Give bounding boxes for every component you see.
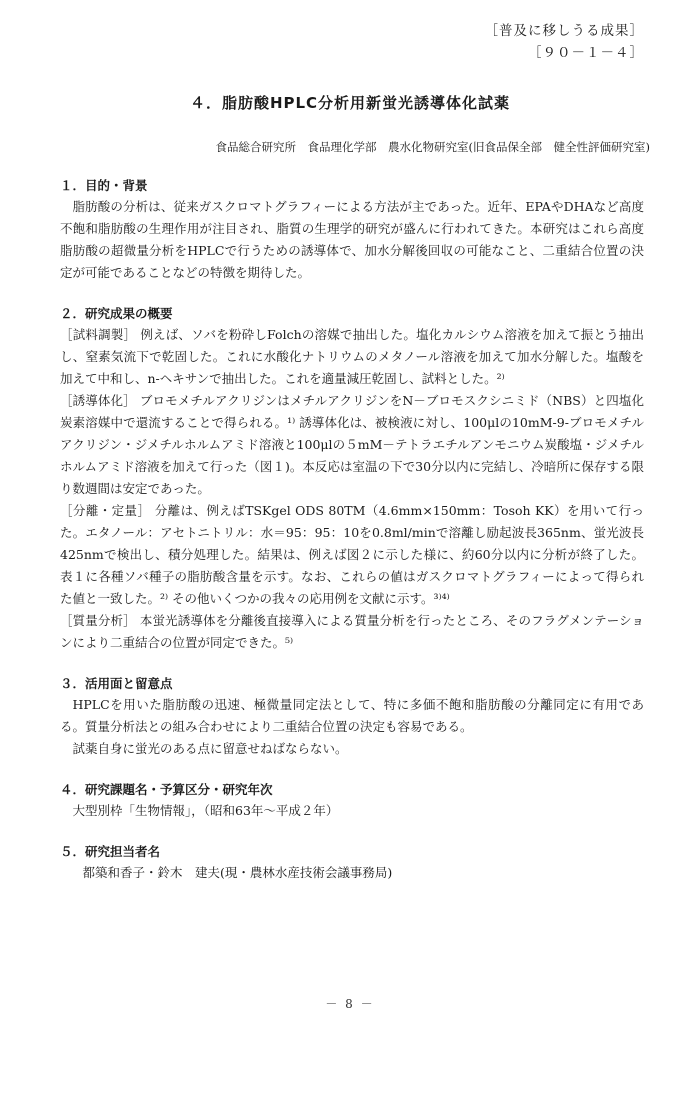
category-label: [485, 20, 645, 64]
section-heading: ２．研究成果の概要: [60, 306, 173, 321]
category-line-2: ［９０－１－４］: [528, 45, 644, 61]
section-paragraph: HPLCを用いた脂肪酸の迅速、極微量同定法として、特に多価不飽和脂肪酸の分離同定に有用である。質量分析法との組み合わせにより二重結合位置の決定も容易である。: [60, 697, 644, 734]
document-body: [60, 176, 644, 884]
section-paragraph: 試薬自身に蛍光のある点に留意せねばならない。: [72, 741, 348, 756]
affiliation: 食品総合研究所 食品理化学部 農水化物研究室(旧食品保全部 健全性評価研究室): [215, 140, 650, 154]
section-researchers: [60, 842, 644, 884]
section-paragraph: 大型別枠「生物情報」，（昭和63年～平成２年）: [72, 803, 339, 818]
section-paragraph-separation: ［分離・定量］ 分離は、例えばTSKgel ODS 80TM（4.6mm×150mm：Tosoh KK）を用いて行った。エタノール：アセトニトリル：水＝95：95：10を0.8ml/minで溶離し励起波長365nm、蛍光波長425nmで検出し、積分処理した。結果は、例えば図２に示した様に、約60分以内に分析が終了した。表１に各種ソバ種子の脂肪酸含量を示す。なお、これらの値はガスクロマトグラフィーによって得られた値と一致した。²⁾ その他いくつかの我々の応用例を文献に示す。³⁾⁴⁾: [60, 503, 644, 606]
section-paragraph: 脂肪酸の分析は、従来ガスクロマトグラフィーによる方法が主であった。近年、EPAやDHAなど高度不飽和脂肪酸の生理作用が注目され、脂質の生理学的研究が盛んに行われてきた。本研究はこれら高度脂肪酸の超微量分析をHPLCで行うための誘導体で、加水分解後回収の可能なこと、二重結合位置の決定が可能であることなどの特徴を期待した。: [60, 199, 644, 280]
page-number: － 8 －: [325, 997, 375, 1011]
section-heading: ４．研究課題名・予算区分・研究年次: [60, 782, 273, 797]
section-paragraph-mass-spec: ［質量分析］ 本蛍光誘導体を分離後直接導入による質量分析を行ったところ、そのフラグメンテーションにより二重結合の位置が同定できた。⁵⁾: [60, 613, 644, 650]
section-application: [60, 674, 644, 760]
document-title: ４．脂肪酸HPLC分析用新蛍光誘導体化試薬: [189, 94, 511, 112]
section-results: [60, 304, 644, 654]
section-heading: ３．活用面と留意点: [60, 676, 173, 691]
section-paragraph-derivatization: ［誘導体化］ ブロモメチルアクリジンはメチルアクリジンをN－ブロモスクシニミド（NBS）と四塩化炭素溶媒中で還流することで得られる。¹⁾ 誘導体化は、被検液に対し、100μlの10mM-9-ブロモメチルアクリジン・ジメチルホルムアミド溶液と100μlの５mM－テトラエチルアンモニウム炭酸塩・ジメチルホルムアミド溶液を加えて行った（図１)。本反応は室温の下で30分以内に完結し、冷暗所に保存する限り数週間は安定であった。: [60, 393, 644, 496]
section-heading: １．目的・背景: [60, 178, 148, 193]
section-paragraph-sample-prep: ［試料調製］ 例えば、ソバを粉砕しFolchの溶媒で抽出した。塩化カルシウム溶液を加えて振とう抽出し、窒素気流下で乾固した。これに水酸化ナトリウムのメタノール溶液を加えて加水分解した。塩酸を加えて中和し、n-ヘキサンで抽出した。これを適量減圧乾固し、試料とした。²⁾: [60, 327, 644, 386]
section-purpose: [60, 176, 644, 284]
researcher-names: 都築和香子・鈴木 建夫(現・農林水産技術会議事務局): [82, 865, 393, 880]
section-project: [60, 780, 644, 822]
category-line-1: ［普及に移しうる成果］: [484, 23, 644, 39]
section-heading: ５．研究担当者名: [60, 844, 161, 859]
